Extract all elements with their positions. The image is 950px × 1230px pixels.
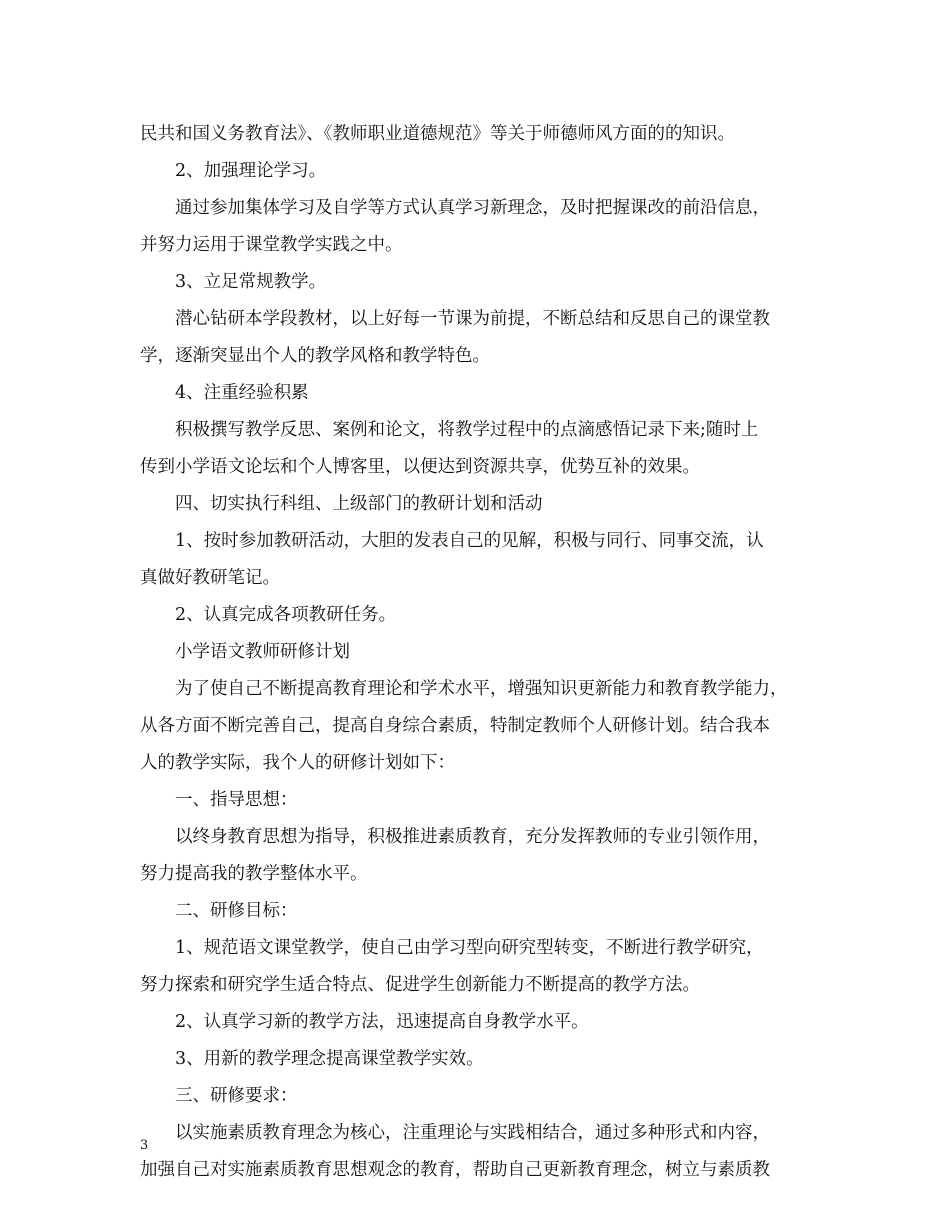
text-line: 2、认真学习新的教学方法，迅速提高自身教学水平。 [175, 1012, 589, 1032]
text-line: 努力提高我的教学整体水平。 [140, 864, 368, 884]
text-line: 以实施素质教育理念为核心，注重理论与实践相结合，通过多种形式和内容， [175, 1123, 770, 1143]
document-body [140, 116, 820, 1189]
text-line: 从各方面不断完善自己，提高自身综合素质，特制定教师个人研修计划。结合我本 [140, 716, 770, 736]
text-line: 传到小学语文论坛和个人博客里，以便达到资源共享，优势互补的效果。 [140, 457, 700, 477]
text-line: 为了使自己不断提高教育理论和学术水平，增强知识更新能力和教育教学能力， [175, 679, 788, 699]
text-line: 3、用新的教学理念提高课堂教学实效。 [175, 1049, 484, 1069]
text-line: 民共和国义务教育法》、《教师职业道德规范》等关于师德师风方面的的知识。 [140, 124, 735, 144]
text-line: 1、规范语文课堂教学，使自己由学习型向研究型转变，不断进行教学研究， [175, 938, 764, 958]
text-line: 加强自己对实施素质教育思想观念的教育，帮助自己更新教育理念，树立与素质教 [140, 1160, 770, 1180]
text-line: 通过参加集体学习及自学等方式认真学习新理念，及时把握课改的前沿信息， [175, 198, 770, 218]
text-line: 真做好教研笔记。 [140, 568, 280, 588]
text-line: 学，逐渐突显出个人的教学风格和教学特色。 [140, 346, 490, 366]
text-line: 四、切实执行科组、上级部门的教研计划和活动 [175, 494, 543, 514]
text-line: 2、加强理论学习。 [175, 161, 327, 181]
text-line: 二、研修目标： [175, 901, 298, 921]
text-line: 4、注重经验积累 [175, 383, 309, 403]
text-line: 三、研修要求： [175, 1086, 298, 1106]
text-line: 努力探索和研究学生适合特点、促进学生创新能力不断提高的教学方法。 [140, 975, 700, 995]
text-line: 2、认真完成各项教研任务。 [175, 605, 397, 625]
page-number: 3 [140, 1138, 149, 1153]
text-line: 一、指导思想： [175, 790, 298, 810]
text-line: 以终身教育思想为指导，积极推进素质教育，充分发挥教师的专业引领作用， [175, 827, 770, 847]
text-line: 小学语文教师研修计划 [175, 642, 350, 662]
text-line: 人的教学实际，我个人的研修计划如下： [140, 753, 455, 773]
text-line: 潜心钻研本学段教材，以上好每一节课为前提，不断总结和反思自己的课堂教 [175, 309, 770, 329]
text-line: 3、立足常规教学。 [175, 272, 327, 292]
text-line: 并努力运用于课堂教学实践之中。 [140, 235, 403, 255]
text-line: 积极撰写教学反思、案例和论文，将教学过程中的点滴感悟记录下来;随时上 [175, 420, 759, 440]
text-line: 1、按时参加教研活动，大胆的发表自己的见解，积极与同行、同事交流，认 [175, 531, 764, 551]
